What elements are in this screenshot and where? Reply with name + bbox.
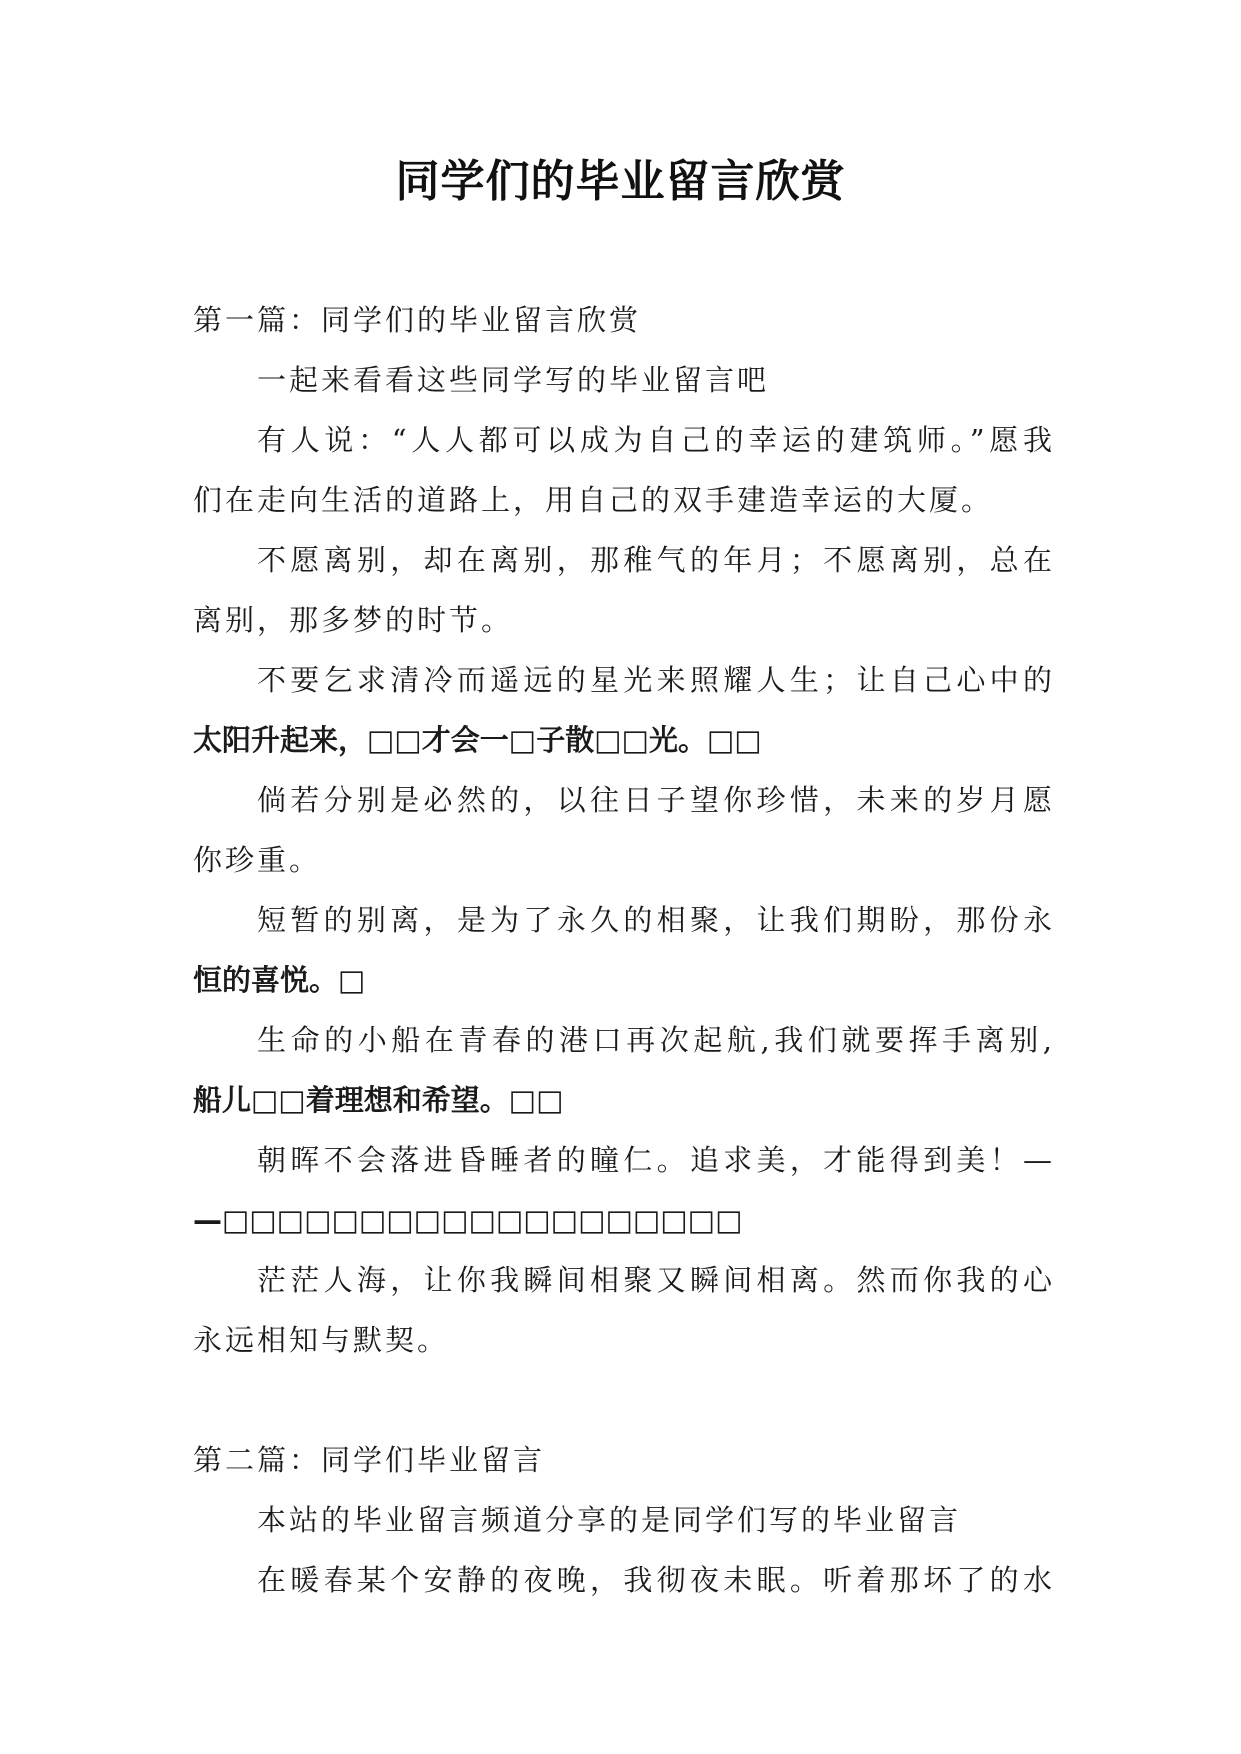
- paragraph-line: 本站的毕业留言频道分享的是同学们写的毕业留言: [257, 1503, 962, 1537]
- paragraph-line: 在暖春某个安静的夜晚，我彻夜未眠。听着那坏了的水: [257, 1563, 1055, 1597]
- paragraph-line: 生命的小船在青春的港口再次起航,我们就要挥手离别,: [257, 1023, 1055, 1057]
- section-heading: 第二篇：同学们毕业留言: [193, 1443, 546, 1477]
- paragraph-line: 永远相知与默契。: [193, 1323, 450, 1357]
- paragraph-line: 离别，那多梦的时节。: [193, 603, 514, 637]
- paragraph-line: 倘若分别是必然的，以往日子望你珍惜，未来的岁月愿: [257, 783, 1055, 817]
- paragraph-line: 朝晖不会落进昏睡者的瞳仁。追求美，才能得到美！—: [257, 1143, 1055, 1177]
- garbled-text-line: —□□□□□□□□□□□□□□□□□□□: [193, 1203, 743, 1237]
- paragraph-line: 们在走向生活的道路上，用自己的双手建造幸运的大厦。: [193, 483, 994, 517]
- garbled-text-line: 恒的喜悦。□: [193, 963, 366, 997]
- document-body: [193, 290, 1055, 1610]
- paragraph-line: 不要乞求清冷而遥远的星光来照耀人生；让自己心中的: [257, 663, 1055, 697]
- section-heading: 第一篇：同学们的毕业留言欣赏: [193, 303, 642, 337]
- document-title: 同学们的毕业留言欣赏: [395, 156, 846, 207]
- paragraph-line: 一起来看看这些同学写的毕业留言吧: [257, 363, 770, 397]
- garbled-text-line: 太阳升起来，□□才会一□子散□□光。□□: [193, 723, 762, 757]
- paragraph-line: 不愿离别，却在离别，那稚气的年月；不愿离别，总在: [257, 543, 1055, 577]
- paragraph-line: 短暂的别离，是为了永久的相聚，让我们期盼，那份永: [257, 903, 1055, 937]
- section-spacer: [193, 1370, 1055, 1430]
- paragraph-line: 你珍重。: [193, 843, 322, 877]
- paragraph-line: 有人说：“人人都可以成为自己的幸运的建筑师。”愿我: [257, 423, 1055, 457]
- paragraph-line: 茫茫人海，让你我瞬间相聚又瞬间相离。然而你我的心: [257, 1263, 1055, 1297]
- garbled-text-line: 船儿□□着理想和希望。□□: [193, 1083, 564, 1117]
